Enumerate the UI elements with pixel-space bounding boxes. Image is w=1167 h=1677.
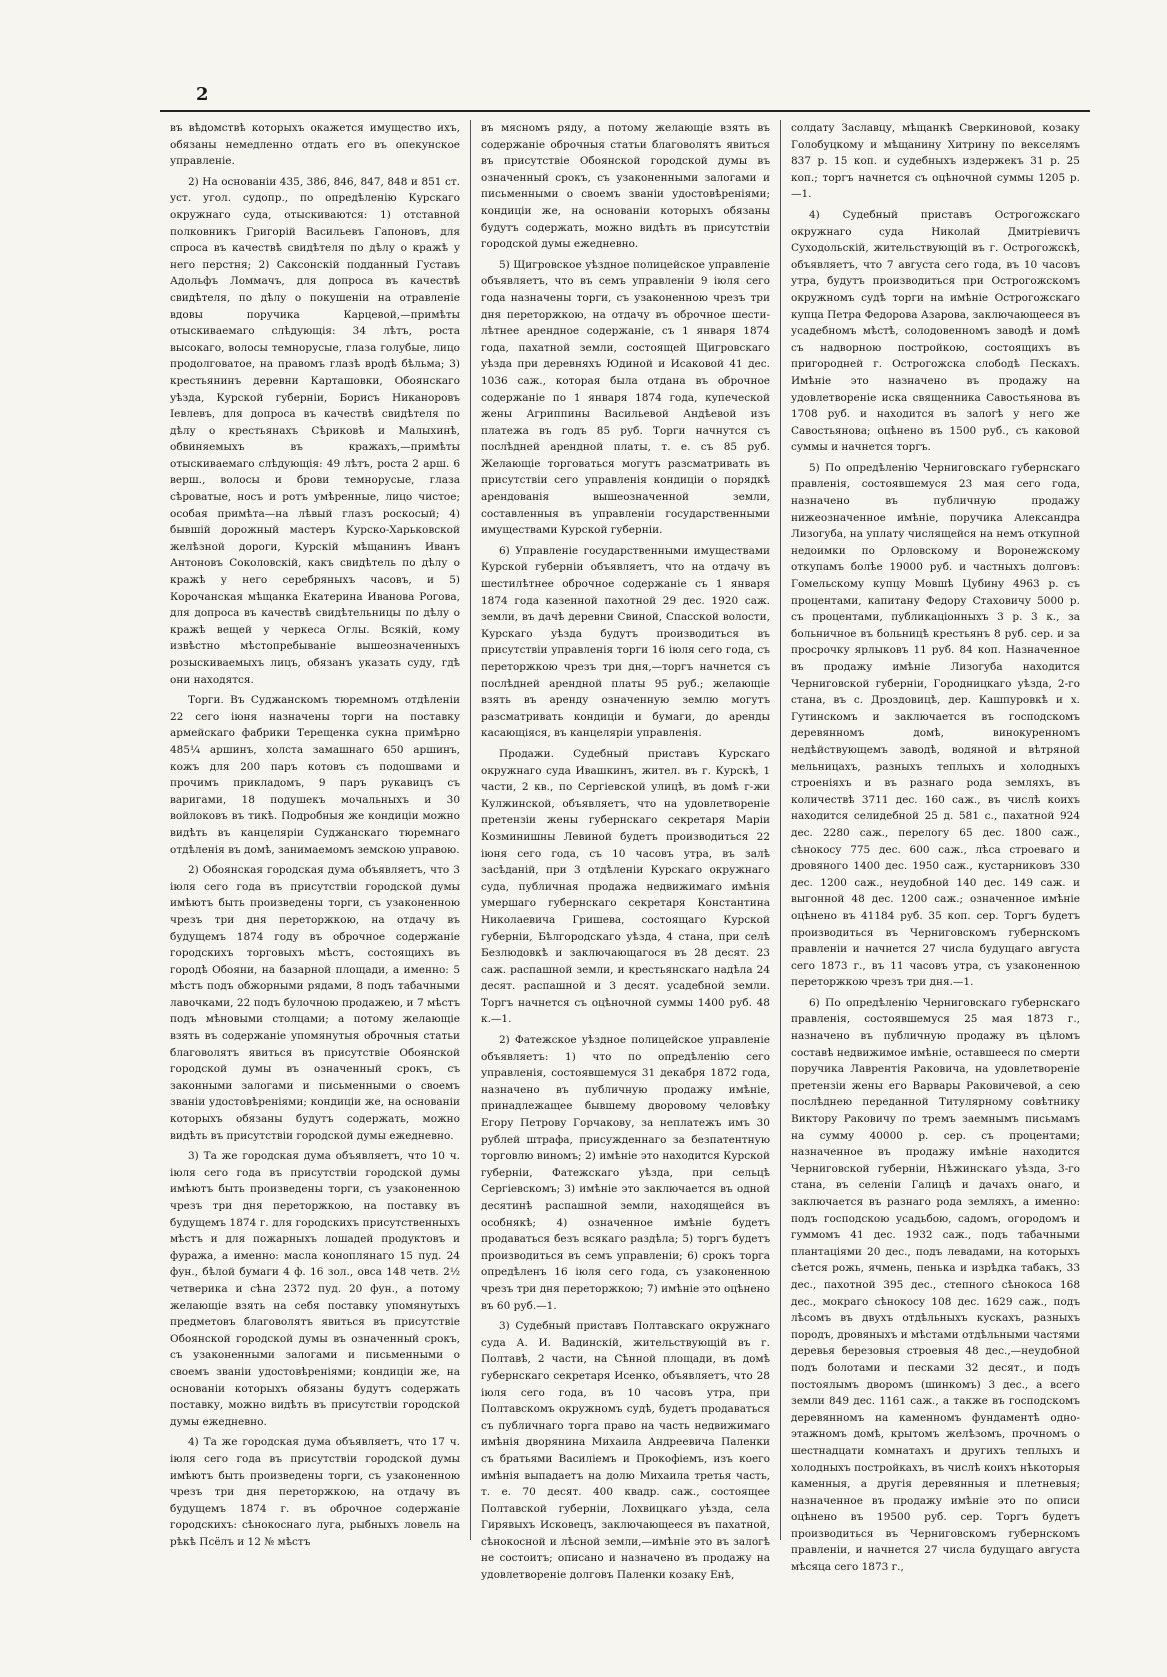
page-number: 2 bbox=[196, 84, 209, 105]
paragraph: 6) Управленіе государственными имуществами Курской губерніи объявляетъ, что на отдачу въ шестилѣтнее оброчное содержаніе съ 1 января 1874 года казенной пахотной 29 дес. 1920 саж. земли, въ дачѣ деревни Свиной, Спасской волости, Курскаго уѣзда будутъ производиться въ присутствіи управленія торги 16 іюля сего года, съ переторжкою чрезъ три дня,—торгъ начнется съ послѣдней арендной платы 95 руб.; желающіе взять въ аренду означенную землю могутъ разсматривать кондиціи и бумаги, до аренды касающіяся, въ канцеляріи управленія. bbox=[481, 544, 770, 740]
paragraph: 3) Судебный приставъ Полтавскаго окружнаго суда А. И. Вадинскій, жительствующій въ г. Полтавѣ, 2 части, на Сѣнной площади, въ домѣ губернскаго секретаря Исенко, объявляетъ, что 28 іюля сего года, въ 10 часовъ утра, при Полтавскомъ окружномъ судѣ, будетъ продаваться съ публичнаго торга право на часть недвижимаго имѣнія дворянина Михаила Андреевича Паленки съ братьями Василіемъ и Прокофіемъ, изъ коего имѣнія выпадаетъ на долю Михаила третья часть, т. е. 70 десят. 400 квадр. саж., состоящее Полтавской губерніи, Лохвицкаго уѣзда, села Гирявыхъ Исковецъ, заключающееся въ пахатной, сѣнокосной и лѣсной земли,—имѣніе это въ залогѣ не состоитъ; описано и назначено въ продажу на удовлетвореніе долговъ Паленки козаку Енѣ, bbox=[481, 1320, 770, 1582]
header-rule bbox=[160, 110, 1090, 112]
paragraph: Продажи. Судебный приставъ Курскаго окружнаго суда Ивашкинъ, жител. въ г. Курскѣ, 1 части, 2 кв., по Сергіевской улицѣ, въ домѣ г-жи Кулжинской, объявляетъ, что на удовлетвореніе претензіи жены губернскаго секретаря Маріи Козминишны Левиной будетъ производиться 22 іюня сего года, съ 10 часовъ утра, въ залѣ засѣданій, при 3 отдѣленіи Курскаго окружнаго суда, публичная продажа недвижимаго имѣнія умершаго губернскаго секретаря Константина Николаевича Гришева, состоящаго Курской губерніи, Бѣлгородскаго уѣзда, 4 стана, при селѣ Безлюдовкѣ и заключающагося въ 28 десят. 23 саж. распашной земли, и крестьянскаго надѣла 24 десят. распашной и 3 десят. усадебной земли. Торгъ начнется съ оцѣночной суммы 1400 руб. 48 к.—1. bbox=[481, 747, 770, 1026]
paragraph: 6) По опредѣленію Черниговскаго губернскаго правленія, состоявшемуся 25 мая 1873 г., назначено въ публичную продажу въ цѣломъ составѣ недвижимое имѣніе, оставшееся по смерти поручика Лаврентія Раковича, на удовлетвореніе претензіи жены его Варвары Раковичевой, а сею послѣднею переданной Титулярному совѣтнику Виктору Раковичу по тремъ заемнымъ письмамъ на сумму 40000 р. сер. съ процентами; назначенное въ продажу имѣніе находится Черниговской губерніи, Нѣжинскаго уѣзда, 3-го стана, въ селеніи Галицѣ и дачахъ онаго, и заключается въ разнаго рода земляхъ, а именно: подъ господскою усадьбою, садомъ, огородомъ и гуммомъ 41 дес. 1932 саж., подъ табачными плантаціями 20 дес., подъ левадами, на которыхъ сѣется рожь, ячмень, пенька и изрѣдка табакъ, 33 дес., пахотной 395 дес., степного сѣнокоса 168 дес., мокраго сѣнокосу 108 дес. 1629 саж., подъ лѣсомъ въ двухъ отдѣльныхъ кускахъ, разныхъ породъ, дровяныхъ и мѣстами отдѣльными частями деревья березовыя строевыя 48 дес.,—неудобной подъ болотами и песками 32 десят., и подъ постоялымъ дворомъ (шинкомъ) 3 дес., а всего земли 849 дес. 1161 саж., а также въ господскомъ деревянномъ на каменномъ фундаментѣ одно-этажномъ домѣ, крытомъ желѣзомъ, прочномъ о шестнадцати комнатахъ и другихъ теплыхъ и холодныхъ постройкахъ, въ числѣ коихъ нѣкоторыя каменныя, а другія деревянныя и плетневыя; назначенное въ продажу имѣніе это по описи оцѣнено въ 19500 руб. сер. Торгъ будетъ производиться въ Черниговскомъ губернскомъ правленіи, и начнется 27 числа будущаго августа мѣсяца сего 1873 г., bbox=[791, 996, 1080, 1574]
paragraph: въ мясномъ ряду, а потому желающіе взять въ содержаніе оброчныя статьи благоволятъ явиться въ присутствіе Обоянской городской думы въ означенный срокъ, съ узаконенными залогами и письменными о своемъ званіи удостовѣреніями; кондиціи же, на основаніи которыхъ обязаны будутъ содержать, можно видѣть въ присутствіи городской думы ежедневно. bbox=[481, 122, 770, 251]
paragraph: Торги. Въ Суджанскомъ тюремномъ отдѣленіи 22 сего іюня назначены торги на поставку армейскаго фабрики Терещенка сукна примѣрно 485¼ аршинъ, холста замашнаго 650 аршинъ, кожъ для 200 паръ котовъ съ подошвами и прочимъ прикладомъ, 9 паръ рукавицъ съ варигами, 18 подушекъ мочальныхъ и 30 войлоковъ въ тикѣ. Подробныя же кондиціи можно видѣть въ канцеляріи Суджанскаго тюремнаго отдѣленія въ домѣ, занимаемомъ земскою управою. bbox=[170, 694, 460, 856]
paragraph: 5) Щигровское уѣздное полицейское управленіе объявляетъ, что въ семъ управленіи 9 іюля сего года назначены торги, съ узаконенною чрезъ три дня переторжкою, на отдачу въ оброчное шести-лѣтнее арендное содержаніе, съ 1 января 1874 года, пахатной земли, состоящей Щигровскаго уѣзда при деревняхъ Юдиной и Исаковой 41 дес. 1036 саж., которая была отдана въ оброчное содержаніе по 1 января 1874 года, купеческой жены Агриппины Васильевой Андѣевой изъ платежа въ годъ 85 руб. Торги начнутся съ послѣдней арендной платы, т. е. съ 85 руб. Желающіе торговаться могутъ разсматривать въ присутствіи сего управленія кондиціи о порядкѣ арендованія вышеозначенной земли, составленныя въ управленіи государственными имуществами Курской губерніи. bbox=[481, 258, 770, 537]
paragraph: 4) Та же городская дума объявляетъ, что 17 ч. іюля сего года въ присутствіи городской думы имѣютъ быть произведены торги, съ узаконенною чрезъ три дня переторжкою, на отдачу въ будущемъ 1874 г. въ оброчное содержаніе городскихъ: сѣнокоснаго луга, рыбныхъ ловель на рѣкѣ Псёлъ и 12 № мѣстъ bbox=[170, 1436, 460, 1548]
paragraph: въ вѣдомствѣ которыхъ окажется имущество ихъ, обязаны немедленно отдать его въ опекунское управленіе. bbox=[170, 122, 460, 168]
paragraph: 5) По опредѣленію Черниговскаго губернскаго правленія, состоявшемуся 23 мая сего года, назначено въ публичную продажу нижеозначенное имѣніе, поручика Александра Лизогуба, на уплату числящейся на немъ откупной недоимки по Орловскому и Воронежскому откупамъ болѣе 19000 руб. и частныхъ долговъ: Гомельскому купцу Мовшѣ Цубину 4963 р. съ процентами, капитану Федору Стаховичу 5000 р. съ процентами, публикаціонныхъ 3 р. 3 к., за больничное въ больницѣ крестьянъ 8 руб. сер. и за просрочку ярлыковъ 11 руб. 84 коп. Назначенное въ продажу имѣніе Лизогуба находится Черниговской губерніи, Городницкаго уѣзда, 2-го стана, въ с. Дроздовицѣ, дер. Кашпуровкѣ и х. Гутинскомъ и заключается въ господскомъ деревянномъ домѣ, винокуренномъ недѣйствующемъ заводѣ, водяной и вѣтряной мельницахъ, разныхъ теплыхъ и холодныхъ строеніяхъ и въ разнаго рода земляхъ, въ количествѣ 3711 дес. 160 саж., въ числѣ коихъ находится селидебной 25 д. 581 с., пахатной 924 дес. 2280 саж., перелогу 65 дес. 1800 саж., сѣнокосу 775 дес. 600 саж., лѣса строеваго и дровяного 1400 дес. 1950 саж., кустарниковъ 330 дес. 1200 саж., неудобной 140 дес. 149 саж. и выгонной 48 дес. 1200 саж.; означенное имѣніе оцѣнено въ 41184 руб. 35 коп. сер. Торгъ будетъ производиться въ Черниговскомъ губернскомъ правленіи и начнется 27 числа будущаго августа сего 1873 г., въ 11 часовъ утра, съ узаконенною переторжкою чрезъ три дня.—1. bbox=[791, 461, 1080, 989]
paragraph: 2) Фатежское уѣздное полицейское управленіе объявляетъ: 1) что по опредѣленію сего управленія, состоявшемуся 31 декабря 1872 года, назначено въ публичную продажу имѣніе, принадлежащее бывшему дворовому человѣку Егору Петрову Горчакову, за неплатежъ имъ 30 рублей штрафа, присужденнаго за безпатентную торговлю виномъ; 2) имѣніе это находится Курской губерніи, Фатежскаго уѣзда, при сельцѣ Сергіевскомъ; 3) имѣніе это заключается въ одной десятинѣ распашной земли, находящейся въ особнякѣ; 4) означенное имѣніе будетъ продаваться безъ всякаго раздѣла; 5) торгъ будетъ производиться въ семъ управленіи; 6) срокъ торга опредѣленъ 16 іюля сего года, съ узаконенною чрезъ три дня переторжкою; 7) имѣніе это оцѣнено въ 60 руб.—1. bbox=[481, 1034, 770, 1312]
paragraph: солдату Заславцу, мѣщанкѣ Сверкиновой, козаку Голобуцкому и мѣщанину Хитрину по векселямъ 837 р. 15 коп. и судебныхъ издержекъ 31 р. 25 коп.; торгъ начнется съ оцѣночной суммы 1205 р.—1. bbox=[791, 122, 1080, 201]
paragraph: 2) На основаніи 435, 386, 846, 847, 848 и 851 ст. уст. угол. судопр., по опредѣленію Курскаго окружнаго суда, отыскиваются: 1) отставной полковникъ Григорій Васильевъ Гапоновъ, для спроса въ качествѣ свидѣтеля по дѣлу о кражѣ у него перстня; 2) Саксонскій подданный Густавъ Адольфъ Ломмачъ, для допроса въ качествѣ свидѣтеля, по дѣлу о покушеніи на отравленіе вдовы поручика Карцевой,—примѣты отыскиваемаго слѣдующія: 34 лѣтъ, роста высокаго, волосы темнорусые, глаза голубые, лицо продолговатое, на правомъ глазѣ вродѣ бѣльма; 3) крестьянинъ деревни Карташовки, Обоянскаго уѣзда, Курской губерніи, Борисъ Никаноровъ Іевлевъ, для допроса въ качествѣ свидѣтеля по дѣлу о крестьянахъ Сѣриковѣ и Малыхинѣ, обвиняемыхъ въ кражахъ,—примѣты отыскиваемаго слѣдующія: 49 лѣтъ, роста 2 арш. 6 верш., волосы и брови темнорусые, глаза сѣроватые, носъ и ротъ умѣренные, лицо чистое; особая примѣта—на лѣвый глазъ роскосый; 4) бывшій дорожный мастеръ Курско-Харьковской желѣзной дороги, Курскій мѣщанинъ Иванъ Антоновъ Соколовскій, какъ свидѣтель по дѣлу о кражѣ у него серебряныхъ часовъ, и 5) Корочанская мѣщанка Екатерина Иванова Рогова, для допроса въ качествѣ свидѣтельницы по дѣлу о кражѣ вещей у черкеса Оглы. Всякій, кому извѣстно мѣстопребываніе вышеозначенныхъ розыскиваемыхъ лицъ, обязанъ указать суду, гдѣ они находятся. bbox=[170, 175, 460, 686]
column-3 bbox=[780, 120, 1090, 1574]
paragraph: 3) Та же городская дума объявляетъ, что 10 ч. іюля сего года въ присутствіи городской думы имѣютъ быть произведены торги, съ узаконенною чрезъ три дня переторжкою, на поставку въ будущемъ 1874 г. для городскихъ присутственныхъ мѣстъ и для пожарныхъ лошадей продуктовъ и фуража, а именно: масла коноплянаго 15 пуд. 24 фун., бѣлой бумаги 4 ф. 16 зол., овса 148 четв. 2½ четверика и сѣна 2372 пуд. 20 фун., а потому желающіе взять на себя поставку упомянутыхъ предметовъ благоволятъ явиться въ присутствіе Обоянской городской думы въ означенный срокъ, съ узаконенными залогами и письменными о своемъ званіи удостовѣреніями; кондиціи же, на основаніи которыхъ обязаны будутъ содержать поставку, можно видѣть въ присутствіи городской думы ежедневно. bbox=[170, 1150, 460, 1428]
text-columns bbox=[160, 120, 1090, 1582]
page-header bbox=[160, 84, 1090, 106]
paragraph: 4) Судебный приставъ Острогожскаго окружнаго суда Николай Дмитріевичъ Суходольскій, жительствующій въ г. Острогожскѣ, объявляетъ, что 7 августа сего года, въ 10 часовъ утра, будутъ производиться при Острогожскомъ окружномъ судѣ торги на имѣніе Острогожскаго купца Петра Федорова Азарова, заключающееся въ усадебномъ мѣстѣ, солодовенномъ заводѣ и домѣ съ надворною постройкою, состоящихъ въ пригородней г. Острогожска слободѣ Пескахъ. Имѣніе это назначено въ продажу на удовлетвореніе иска священника Савостьянова въ 1708 руб. и находится въ залогѣ у него же Савостьянова; оцѣнено въ 1500 руб., съ каковой суммы и начнется торгъ. bbox=[791, 208, 1081, 454]
column-1 bbox=[160, 120, 470, 1548]
paragraph: 2) Обоянская городская дума объявляетъ, что 3 іюля сего года въ присутствіи городской думы имѣютъ быть произведены торги, съ узаконенною чрезъ три дня переторжкою, на отдачу въ будущемъ 1874 году въ оброчное содержаніе городскихъ торговыхъ мѣстъ, состоящихъ въ городѣ Обояни, на базарной площади, а именно: 5 мѣстъ подъ обжорными рядами, 8 подъ табачными лавочками, 22 подъ булочною продажею, и 7 мѣстъ подъ мѣновыми столцами; а потому желающіе взять въ содержаніе упомянутыя оброчныя статьи благоволятъ явиться въ присутствіе Обоянской городской думы въ означенный срокъ, съ законными залогами и письменными о своемъ званіи удостовѣреніями; кондиціи же, на основаніи которыхъ обязаны будутъ содержать, можно видѣть въ присутствіи городской думы ежедневно. bbox=[170, 864, 460, 1142]
column-2 bbox=[470, 120, 780, 1582]
